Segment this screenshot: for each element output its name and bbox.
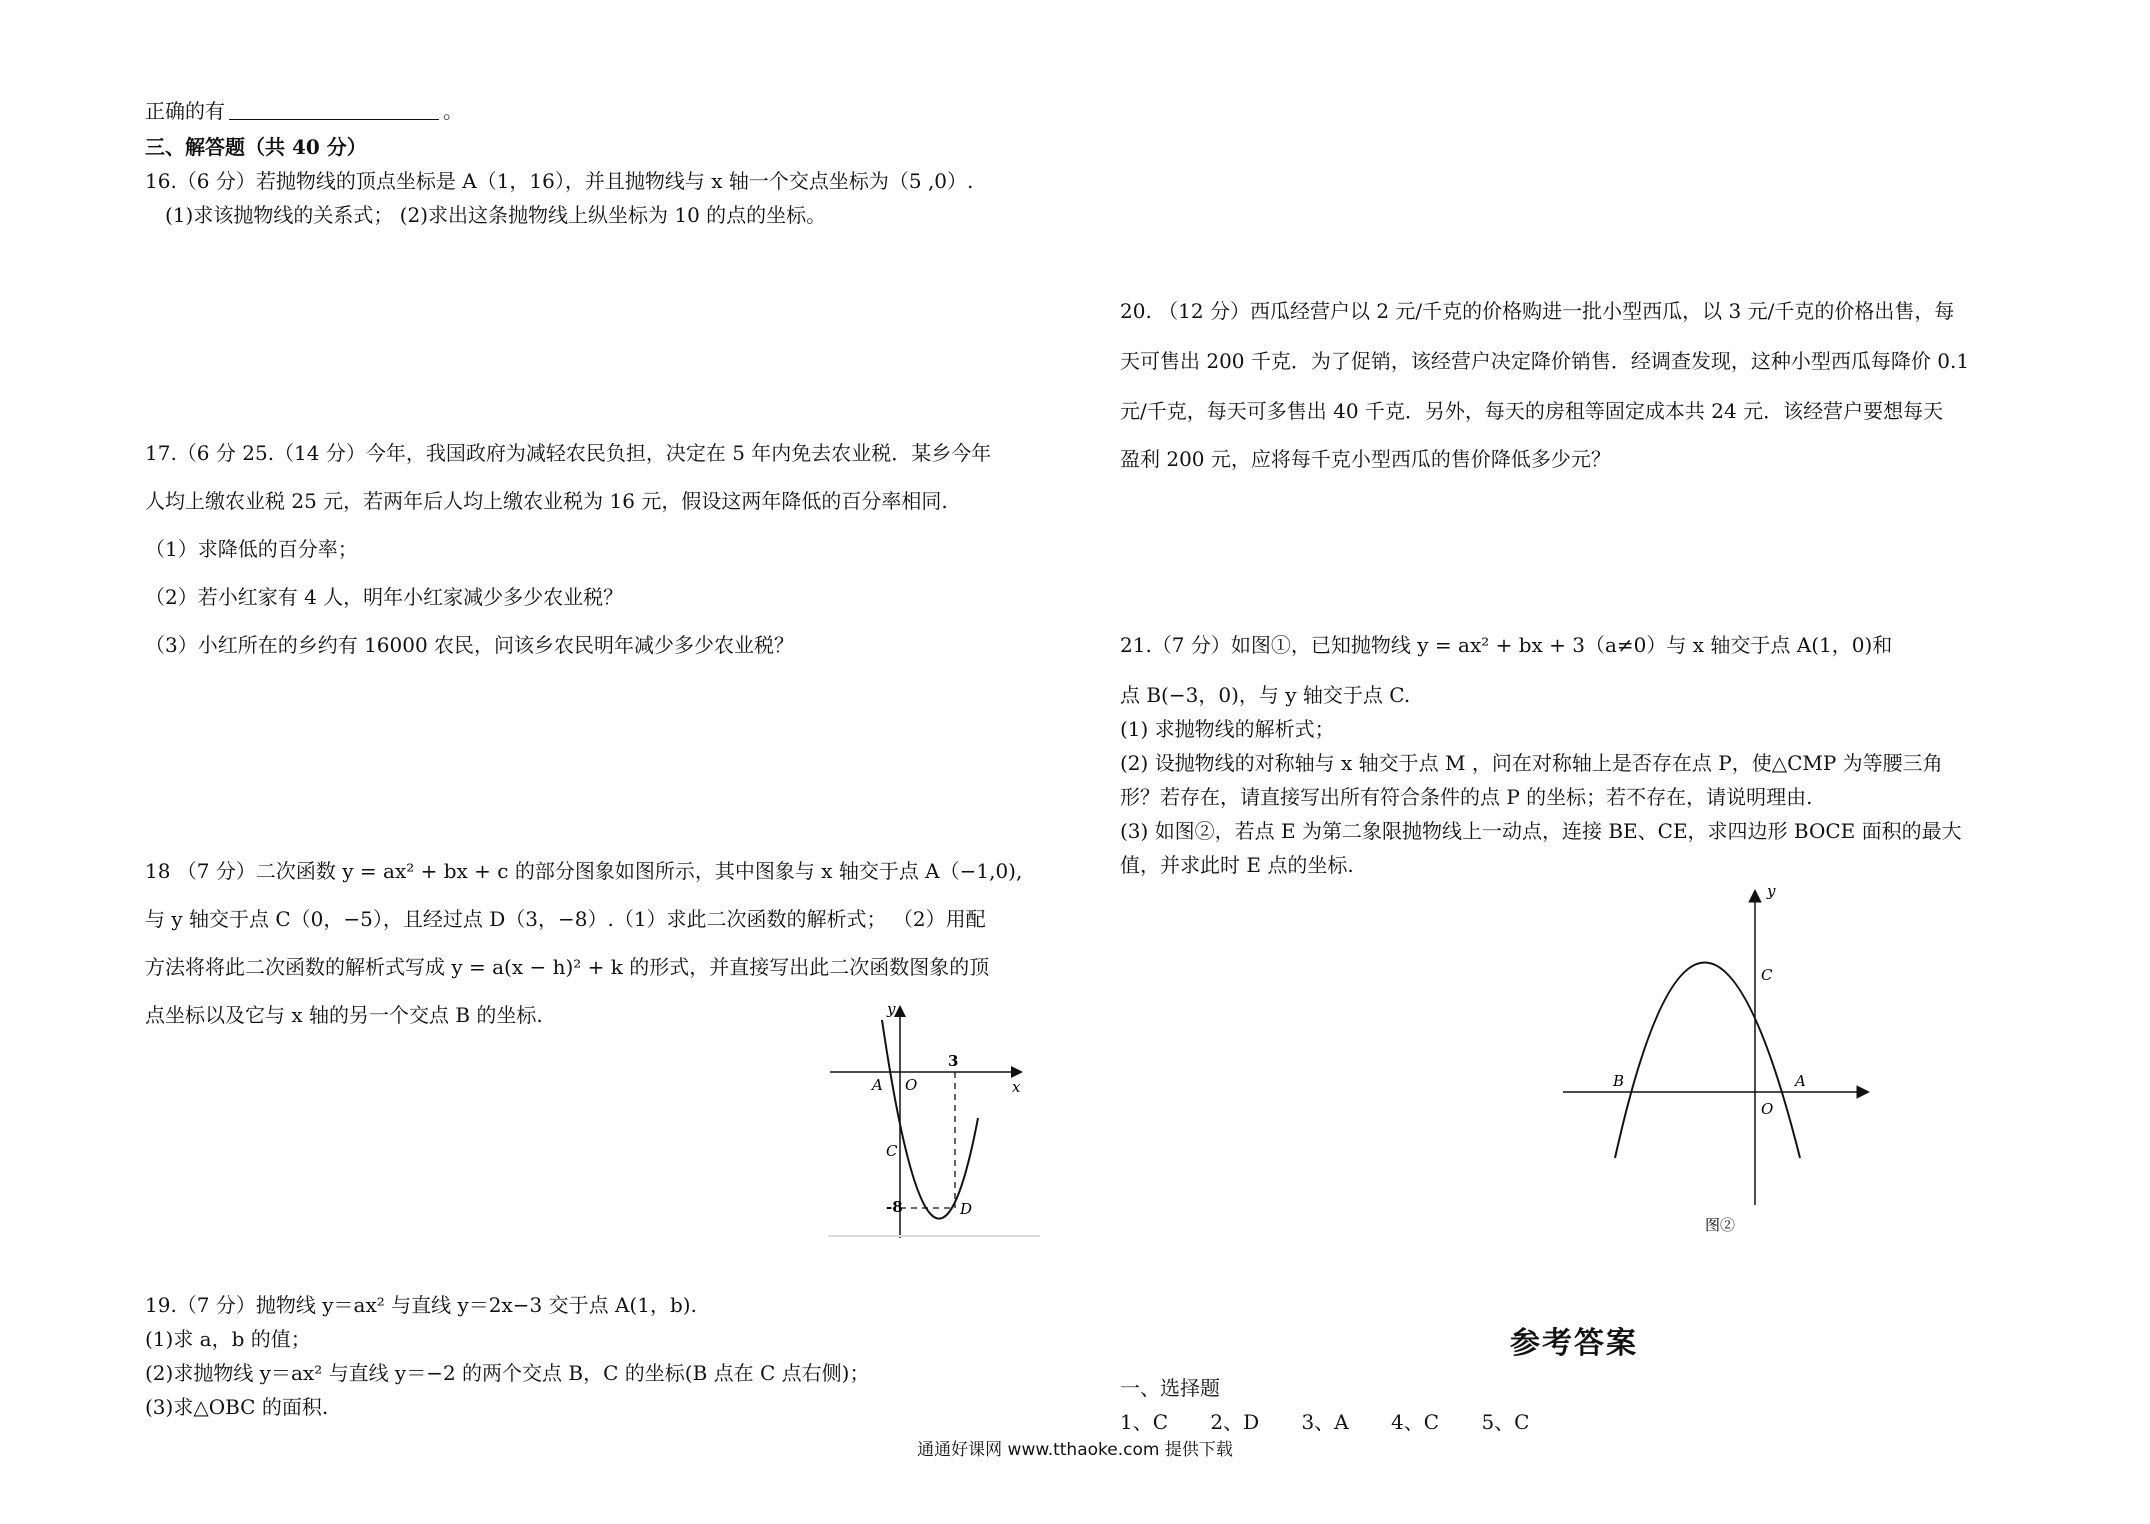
- parabola-curve: [1615, 963, 1800, 1159]
- q19-line1: 19.（7 分）抛物线 y＝ax² 与直线 y＝2x−3 交于点 A(1，b).: [145, 1293, 697, 1317]
- q21-line6: (3) 如图②，若点 E 为第二象限抛物线上一动点，连接 BE、CE，求四边形 BOCE 面积的最大: [1120, 819, 1962, 843]
- q21-line5: 形？若存在，请直接写出所有符合条件的点 P 的坐标；若不存在，请说明理由.: [1120, 785, 1813, 809]
- answer-item: 3、A: [1301, 1410, 1349, 1434]
- label-o: O: [905, 1076, 918, 1094]
- q19-line4: (3)求△OBC 的面积.: [145, 1395, 329, 1419]
- q21-line7: 值，并求此时 E 点的坐标.: [1120, 853, 1354, 877]
- footer-credit: 通通好课网 www.tthaoke.com 提供下载: [917, 1440, 1233, 1460]
- label-x: x: [1012, 1078, 1021, 1096]
- q19-line3: (2)求抛物线 y＝ax² 与直线 y＝−2 的两个交点 B，C 的坐标(B 点在 C 点右侧)；: [145, 1361, 870, 1385]
- answer-line: [145, 98, 463, 124]
- q17-line5: （3）小红所在的乡约有 16000 农民，问该乡农民明年减少多少农业税？: [145, 633, 795, 657]
- section-title: 三、解答题（共 40 分）: [145, 135, 367, 159]
- label-y: y: [887, 1000, 896, 1018]
- figure-caption: 图②: [1705, 1216, 1736, 1234]
- label-d: D: [960, 1200, 973, 1218]
- q18-line2: 与 y 轴交于点 C（0，−5），且经过点 D（3，−8）.（1）求此二次函数的解析式； （2）用配: [145, 907, 986, 931]
- q17-line1: 17.（6 分 25.（14 分）今年，我国政府为减轻农民负担，决定在 5 年内免去农业税．某乡今年: [145, 441, 992, 465]
- q18-line4: 点坐标以及它与 x 轴的另一个交点 B 的坐标.: [145, 1003, 543, 1027]
- q21-line1: 21.（7 分）如图①，已知抛物线 y = ax² + bx + 3（a≠0）与 x 轴交于点 A(1，0)和: [1120, 633, 1893, 657]
- answer-item: 1、C: [1120, 1410, 1169, 1434]
- q21-line2: 点 B(−3，0)，与 y 轴交于点 C.: [1120, 683, 1411, 707]
- q17-line2: 人均上缴农业税 25 元，若两年后人均上缴农业税为 16 元，假设这两年降低的百分率相同.: [145, 489, 948, 513]
- q21-line3: (1) 求抛物线的解析式；: [1120, 717, 1335, 741]
- q17-line3: （1）求降低的百分率；: [145, 537, 358, 561]
- answer-item: 5、C: [1481, 1410, 1530, 1434]
- answer-item: 4、C: [1391, 1410, 1440, 1434]
- q20-line1: 20. （12 分）西瓜经营户以 2 元/千克的价格购进一批小型西瓜，以 3 元/千克的价格出售，每: [1120, 299, 1955, 323]
- answers-title: 参考答案: [1510, 1326, 1638, 1361]
- label-a: A: [872, 1076, 883, 1094]
- q20-line2: 天可售出 200 千克．为了促销，该经营户决定降价销售．经调查发现，这种小型西瓜每降价 0.1: [1120, 349, 1970, 373]
- label-a: A: [1795, 1072, 1806, 1090]
- label-b: B: [1613, 1072, 1625, 1090]
- label-minus8: -8: [886, 1198, 903, 1216]
- q16-line2: (1)求该抛物线的关系式； (2)求出这条抛物线上纵坐标为 10 的点的坐标。: [165, 203, 827, 227]
- q18-parabola-figure: [820, 1000, 1050, 1240]
- label-c: C: [1761, 966, 1773, 984]
- answer-blank[interactable]: [229, 101, 439, 120]
- q20-line3: 元/千克，每天可多售出 40 千克．另外，每天的房租等固定成本共 24 元．该经营户要想每天: [1120, 399, 1944, 423]
- label-c: C: [886, 1142, 898, 1160]
- answers-section1: 一、选择题: [1120, 1376, 1220, 1400]
- q21-line4: (2) 设抛物线的对称轴与 x 轴交于点 M ，问在对称轴上是否存在点 P，使△CMP 为等腰三角: [1120, 751, 1943, 775]
- q18-line1: 18 （7 分）二次函数 y = ax² + bx + c 的部分图象如图所示，其中图象与 x 轴交于点 A（−1,0),: [145, 859, 1023, 883]
- parabola-curve: [882, 1020, 978, 1219]
- q19-line2: (1)求 a，b 的值；: [145, 1327, 311, 1351]
- answer-line-suffix: 。: [443, 99, 463, 123]
- q16-line1: 16.（6 分）若抛物线的顶点坐标是 A（1，16），并且抛物线与 x 轴一个交点坐标为（5 ,0）.: [145, 169, 974, 193]
- answer-line-prefix: 正确的有: [145, 99, 225, 123]
- q17-line4: （2）若小红家有 4 人，明年小红家减少多少农业税？: [145, 585, 624, 609]
- q21-parabola-figure: [1555, 880, 1885, 1240]
- label-3: 3: [948, 1052, 959, 1070]
- label-o: O: [1761, 1100, 1774, 1118]
- answers-list: [1120, 1406, 1565, 1435]
- label-y: y: [1767, 882, 1776, 900]
- q20-line4: 盈利 200 元，应将每千克小型西瓜的售价降低多少元？: [1120, 447, 1611, 471]
- q18-line3: 方法将将此二次函数的解析式写成 y = a(x − h)² + k 的形式，并直接写出此二次函数图象的顶: [145, 955, 990, 979]
- answer-item: 2、D: [1210, 1410, 1260, 1434]
